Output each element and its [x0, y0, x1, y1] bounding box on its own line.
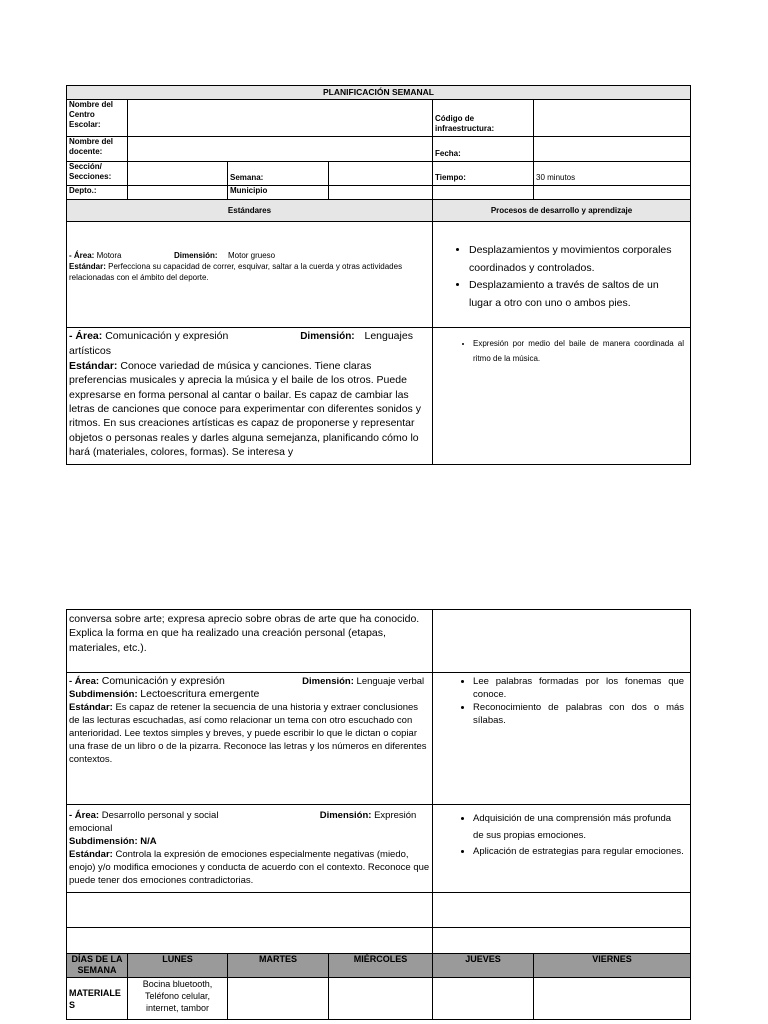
- page-title: PLANIFICACIÓN SEMANAL: [67, 86, 691, 100]
- estandar-text: Es capaz de retener la secuencia de una historia y extraer conclusiones de las lecturas escuchadas, así como relacionar un tema con otro escuchado con anterioridad. Lee textos simples y breves, y puede escribir lo que le dictan o copiar una frase de un libro o de la pizarra. Reconoce las letras y los números en diferentes contextos.: [69, 702, 427, 765]
- day-header-viernes: VIERNES: [534, 954, 691, 978]
- semana-label: Semana:: [228, 162, 329, 186]
- standard-cell-lenguaje-verbal: [67, 673, 433, 805]
- subdimension-value: Lectoescritura emergente: [140, 688, 260, 700]
- estandar-text: Perfecciona su capacidad de correr, esquivar, saltar a la cuerda y otras actividades relacionadas con el ámbito del deporte.: [69, 262, 403, 282]
- materiales-jueves: [433, 978, 534, 1020]
- area-label: - Área:: [69, 251, 95, 260]
- codigo-value[interactable]: [534, 100, 691, 137]
- dimension-value: Expresión emocional: [69, 810, 417, 834]
- area-label: - Área:: [69, 676, 100, 687]
- estandar-label: Estándar:: [69, 359, 118, 372]
- tiempo-label: Tiempo:: [433, 162, 534, 186]
- seccion-value[interactable]: [128, 162, 228, 186]
- docente-value[interactable]: [128, 137, 433, 162]
- area-value: Comunicación y expresión: [101, 675, 225, 687]
- procesos-list: [435, 336, 684, 366]
- subdimension-label: Subdimensión:: [69, 836, 138, 847]
- depto-label: Depto.:: [67, 186, 128, 200]
- municipio-value[interactable]: [329, 186, 433, 200]
- area-value: Motora: [96, 251, 122, 260]
- procesos-list: [435, 811, 684, 861]
- estandar-text: Controla la expresión de emociones especialmente negativas (miedo, enojo) y/o modifica emociones y conducta de acuerdo con el contexto. Reconoce que puede tener dos emociones contradictorias.: [69, 849, 430, 886]
- fecha-label: Fecha:: [433, 137, 534, 162]
- planning-table-page-1: [66, 85, 691, 465]
- empty-cell: [433, 893, 691, 928]
- subdimension-label: Subdimensión:: [69, 689, 138, 700]
- proceso-item: • Reconocimiento de palabras con dos o más sílabas.: [473, 701, 684, 727]
- area-label: - Área:: [69, 330, 103, 342]
- materiales-martes: [228, 978, 329, 1020]
- materiales-miercoles: [329, 978, 433, 1020]
- procesos-header: Procesos de desarrollo y aprendizaje: [433, 200, 691, 222]
- materiales-viernes: [534, 978, 691, 1020]
- standard-cell-desarrollo-personal: [67, 805, 433, 893]
- proceso-item: • Expresión por medio del baile de manera coordinada al ritmo de la música.: [473, 336, 684, 366]
- centro-label: Nombre del Centro Escolar:: [67, 100, 128, 137]
- area-label: - Área:: [69, 810, 100, 821]
- planning-table-page-2: [66, 609, 691, 1020]
- standard-cell-comunicacion-artistica: [67, 328, 433, 465]
- area-value: Comunicación y expresión: [105, 330, 229, 342]
- day-header-lunes: LUNES: [128, 954, 228, 978]
- dimension-label: Dimensión:: [173, 251, 218, 260]
- dimension-label: Dimensión:: [300, 331, 355, 342]
- procesos-cell-motora: [433, 222, 691, 328]
- tiempo-value: 30 minutos: [534, 162, 691, 186]
- procesos-list: [435, 242, 684, 312]
- dimension-label: Dimensión:: [319, 810, 372, 821]
- seccion-label: Sección/ Secciones:: [67, 162, 128, 186]
- day-header-jueves: JUEVES: [433, 954, 534, 978]
- estandares-header: Estándares: [67, 200, 433, 222]
- proceso-item: • Aplicación de estrategias para regular emociones.: [473, 844, 684, 861]
- empty-cell: [67, 893, 433, 928]
- estandar-text: Conoce variedad de música y canciones. Tiene claras preferencias musicales y aprecia la música y el baile de los otros. Puede expresarse en forma personal al cantar o bailar. Es capaz de cambiar las letras de canciones que conoce para experimentar con diferentes sonidos y ritmos. En sus creaciones artísticas es capaz de proponerse y representar objetos o personas reales y darles alguna semejanza, planificando cómo lo hará (materiales, colores, formas). Se interesa y: [69, 359, 421, 459]
- dimension-label: Dimensión:: [302, 676, 354, 687]
- docente-label: Nombre del docente:: [67, 137, 128, 162]
- day-header-martes: MARTES: [228, 954, 329, 978]
- empty-cell: [433, 186, 534, 200]
- centro-value[interactable]: [128, 100, 433, 137]
- standard-continuation: conversa sobre arte; expresa aprecio sobre obras de arte que ha conocido. Explica la forma en que ha realizado una creación personal (etapas, materiales, etc.).: [67, 610, 433, 673]
- day-header-miercoles: MIÉRCOLES: [329, 954, 433, 978]
- proceso-item: • Desplazamiento a través de saltos de un lugar a otro con uno o ambos pies.: [469, 277, 684, 312]
- procesos-cell-comunicacion-artistica: [433, 328, 691, 465]
- procesos-cell-desarrollo-personal: [433, 805, 691, 893]
- dimension-value: Lenguaje verbal: [356, 676, 425, 687]
- dimension-value: Lenguajes artísticos: [69, 330, 413, 358]
- dias-header: DÍAS DE LA SEMANA: [67, 954, 128, 978]
- semana-value[interactable]: [329, 162, 433, 186]
- proceso-item: • Lee palabras formadas por los fonemas que conoce.: [473, 675, 684, 701]
- standard-cell-motora: [67, 222, 433, 328]
- materiales-lunes: Bocina bluetooth, Teléfono celular, internet, tambor: [128, 978, 228, 1020]
- proceso-item: • Adquisición de una comprensión más profunda de sus propias emociones.: [473, 811, 684, 844]
- estandar-label: Estándar:: [69, 702, 113, 713]
- procesos-cell-lenguaje-verbal: [433, 673, 691, 805]
- empty-cell: [67, 928, 433, 954]
- codigo-label: Código de infraestructura:: [433, 100, 534, 137]
- area-value: Desarrollo personal y social: [101, 810, 219, 821]
- depto-value[interactable]: [128, 186, 228, 200]
- materiales-label: MATERIALE S: [67, 978, 128, 1020]
- dimension-value: Motor grueso: [227, 251, 276, 260]
- fecha-value[interactable]: [534, 137, 691, 162]
- empty-cell: [534, 186, 691, 200]
- estandar-label: Estándar:: [69, 262, 106, 271]
- empty-cell: [433, 928, 691, 954]
- empty-cell: [433, 610, 691, 673]
- estandar-label: Estándar:: [69, 849, 113, 860]
- subdimension-value: N/A: [140, 836, 157, 847]
- procesos-list: [435, 675, 684, 727]
- municipio-label: Municipio: [228, 186, 329, 200]
- proceso-item: • Desplazamientos y movimientos corporales coordinados y controlados.: [469, 242, 684, 277]
